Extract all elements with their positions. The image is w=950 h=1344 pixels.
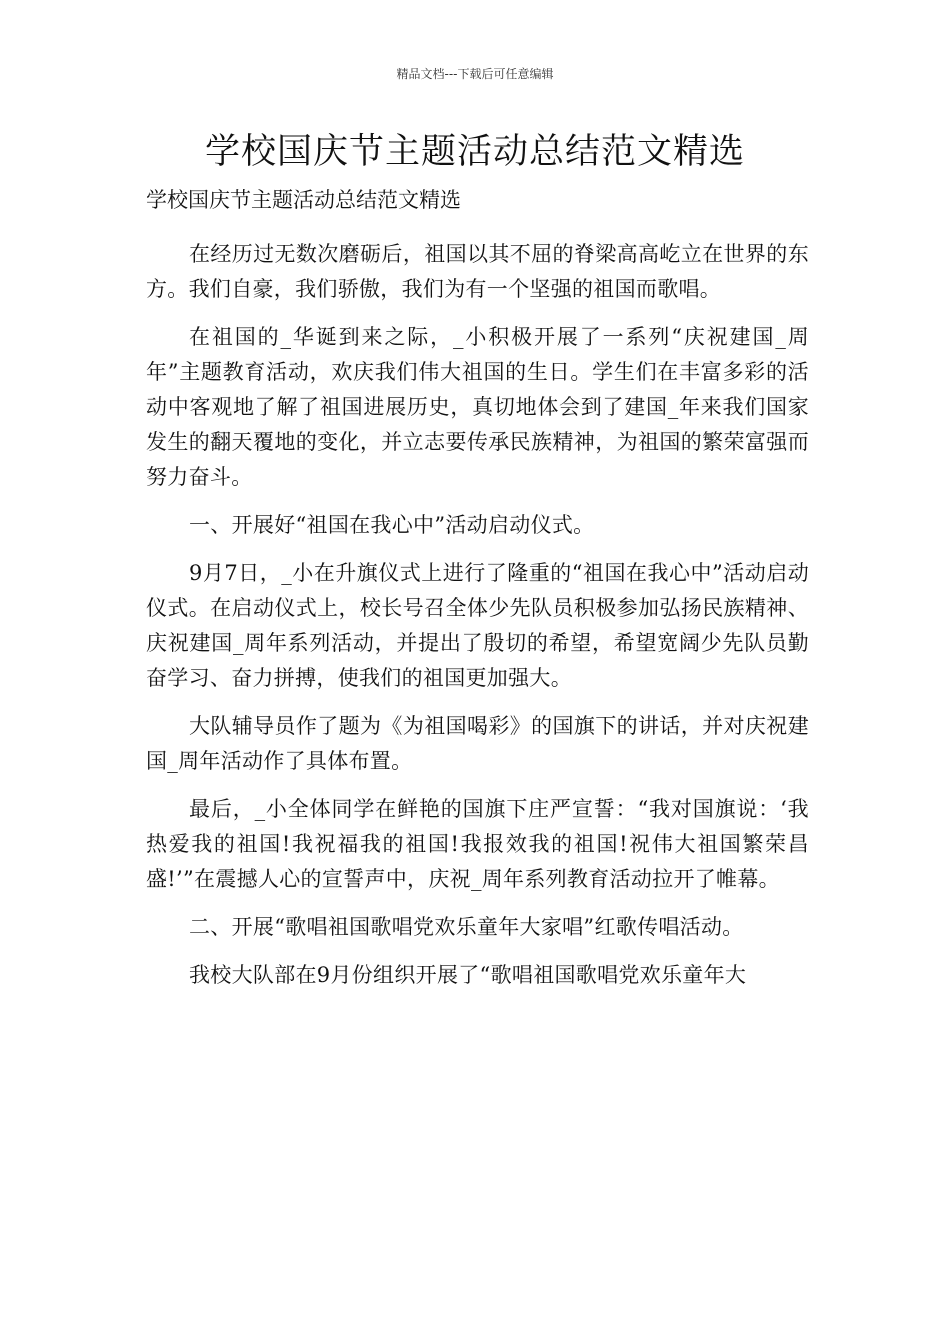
section-heading: 二、开展“歌唱祖国歌唱党欢乐童年大家唱”红歌传唱活动。 xyxy=(189,915,744,939)
paragraph: 在经历过无数次磨砺后，祖国以其不屈的脊梁高高屹立在世界的东方。我们自豪，我们骄傲，我们为有一个坚强的祖国而歌唱。 xyxy=(146,242,809,301)
document-title: 学校国庆节主题活动总结范文精选 xyxy=(204,132,745,172)
paragraph: 我校大队部在9月份组织开展了“歌唱祖国歌唱党欢乐童年大 xyxy=(189,963,747,987)
section-heading: 一、开展好“祖国在我心中”活动启动仪式。 xyxy=(189,513,595,537)
paragraph: 最后，_小全体同学在鲜艳的国旗下庄严宣誓：“我对国旗说：‘我热爱我的祖国!我祝福我的祖国!我报效我的祖国!祝伟大祖国繁荣昌盛!’”在震撼人心的宣誓声中，庆祝_周年系列教育活动拉开了帷幕。 xyxy=(146,797,809,891)
header-note: 精品文档---下载后可任意编辑 xyxy=(396,67,554,81)
paragraph: 9月7日，_小在升旗仪式上进行了隆重的“祖国在我心中”活动启动仪式。在启动仪式上，校长号召全体少先队员积极参加弘扬民族精神、庆祝建国_周年系列活动，并提出了殷切的希望，希望宽阔少先队员勤奋学习、奋力拼搏，使我们的祖国更加强大。 xyxy=(146,561,809,690)
paragraph: 大队辅导员作了题为《为祖国喝彩》的国旗下的讲话，并对庆祝建国_周年活动作了具体布置。 xyxy=(146,714,809,773)
document-body xyxy=(146,183,809,1006)
paragraph: 在祖国的_华诞到来之际，_小积极开展了一系列“庆祝建国_周年”主题教育活动，欢庆我们伟大祖国的生日。学生们在丰富多彩的活动中客观地了解了祖国进展历史，真切地体会到了建国_年来我们国家发生的翻天覆地的变化，并立志要传承民族精神，为祖国的繁荣富强而努力奋斗。 xyxy=(146,325,809,489)
document-subtitle: 学校国庆节主题活动总结范文精选 xyxy=(146,188,461,212)
